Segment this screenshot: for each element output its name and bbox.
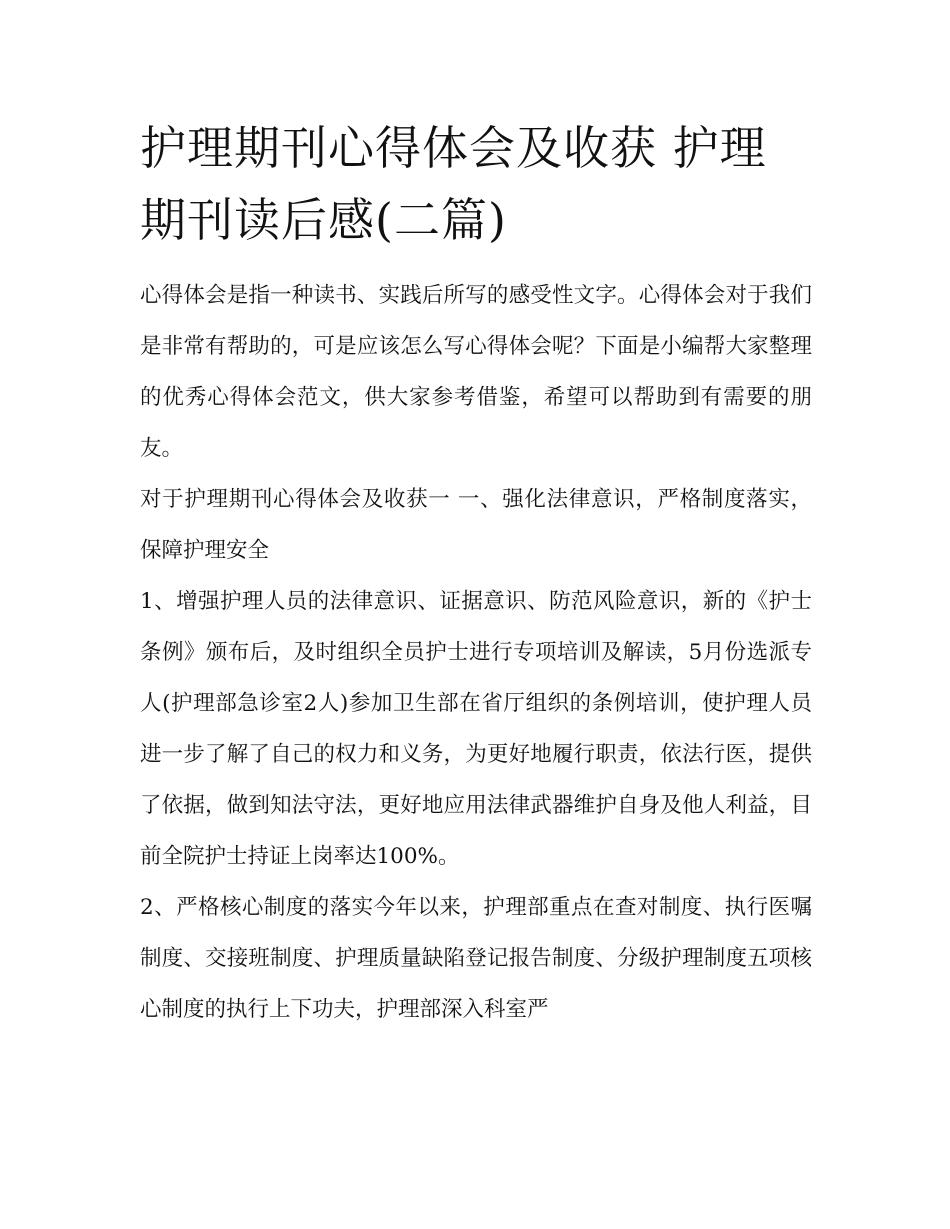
document-page xyxy=(140,112,812,1035)
paragraph-intro: 心得体会是指一种读书、实践后所写的感受性文字。心得体会对于我们是非常有帮助的，可是应该怎么写心得体会呢？下面是小编帮大家整理的优秀心得体会范文，供大家参考借鉴，希望可以帮助到有需要的朋友。 xyxy=(140,283,812,461)
paragraph-item-1: 1、增强护理人员的法律意识、证据意识、防范风险意识，新的《护士条例》颁布后，及时组织全员护士进行专项培训及解读，5月份选派专人(护理部急诊室2人)参加卫生部在省厅组织的条例培训，使护理人员进一步了解了自己的权力和义务，为更好地履行职责，依法行医，提供了依据，做到知法守法，更好地应用法律武器维护自身及他人利益，目前全院护士持证上岗率达100%。 xyxy=(140,589,812,869)
paragraph-item-2: 2、严格核心制度的落实今年以来，护理部重点在查对制度、执行医嘱制度、交接班制度、护理质量缺陷登记报告制度、分级护理制度五项核心制度的执行上下功夫，护理部深入科室严 xyxy=(140,895,812,1022)
paragraph-section-one-heading: 对于护理期刊心得体会及收获一 一、强化法律意识，严格制度落实，保障护理安全 xyxy=(140,487,812,563)
document-title: 护理期刊心得体会及收获 护理期刊读后感(二篇) xyxy=(140,121,767,247)
